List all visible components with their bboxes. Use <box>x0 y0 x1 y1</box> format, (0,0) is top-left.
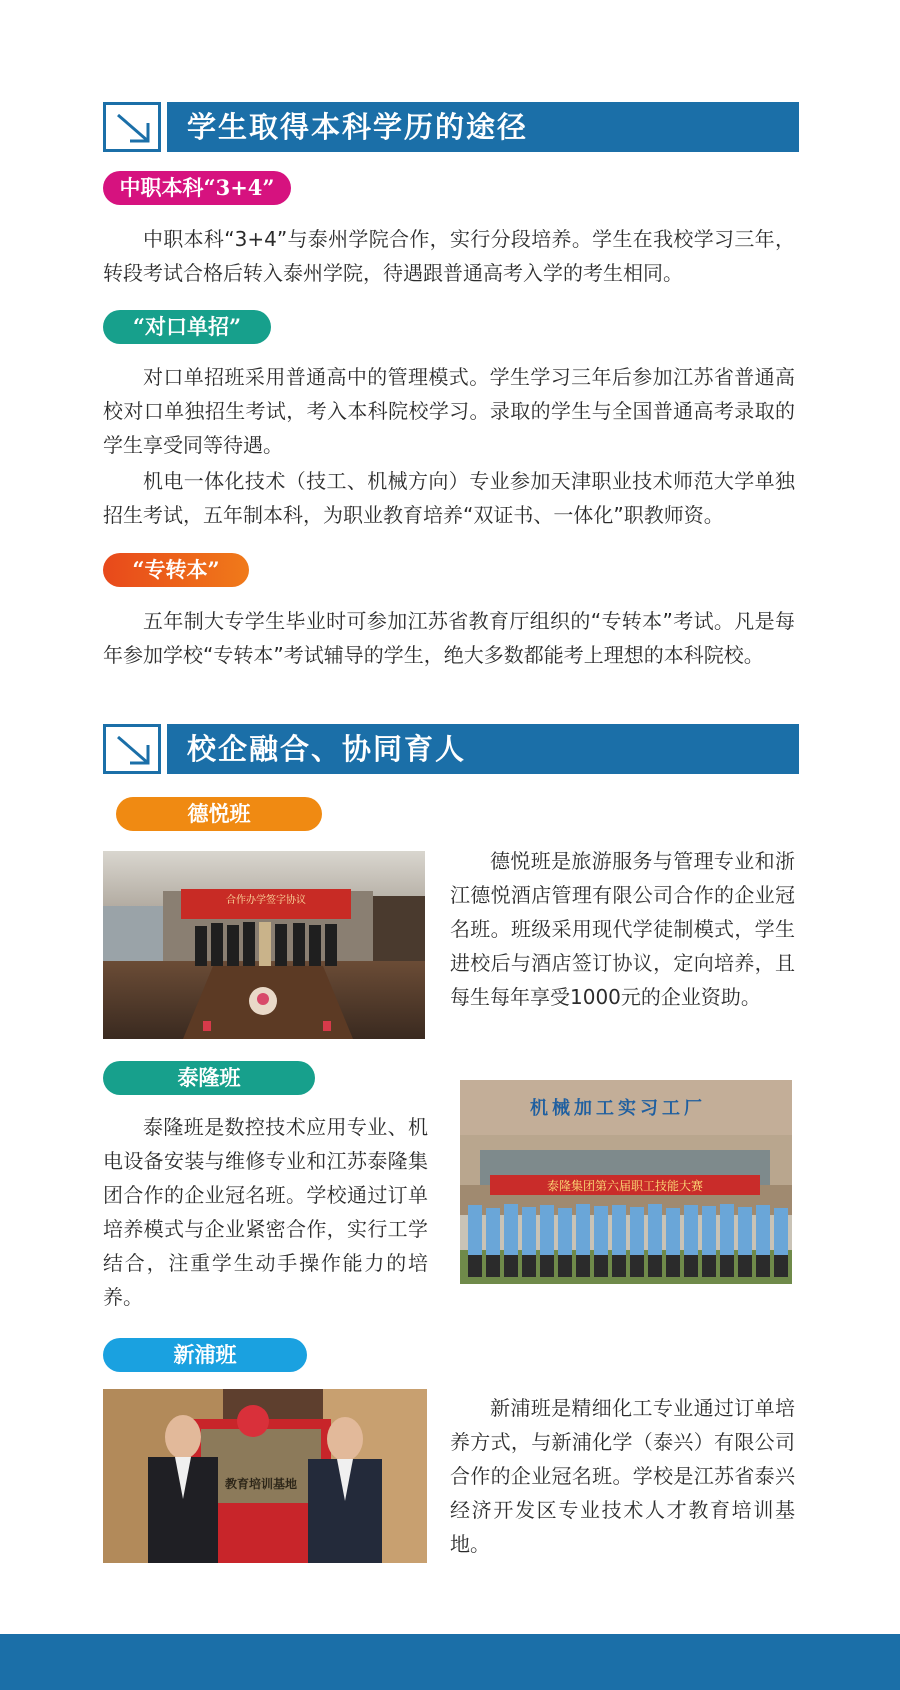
photo-building-sign: 机械加工实习工厂 <box>530 1098 706 1119</box>
tag-3plus4: 中职本科“3+4” <box>103 171 291 205</box>
paragraph-jidian: 机电一体化技术（技工、机械方向）专业参加天津职业技术师范大学单独招生考试，五年制本科，为职业教育培养“双证书、一体化”职教师资。 <box>103 469 795 527</box>
photo-tailong-group <box>460 1080 792 1284</box>
paragraph-deyue: 德悦班是旅游服务与管理专业和浙江德悦酒店管理有限公司合作的企业冠名班。班级采用现代学徒制模式，学生进校后与酒店签订协议，定向培养，且每生每年享受1000元的企业资助。 <box>450 849 795 1009</box>
section-title: 校企融合、协同育人 <box>187 732 467 766</box>
photo-deyue-signing <box>103 851 425 1039</box>
paragraph-tailong: 泰隆班是数控技术应用专业、机电设备安装与维修专业和江苏泰隆集团合作的企业冠名班。学校通过订单培养模式与企业紧密合作，实行工学结合，注重学生动手操作能力的培养。 <box>103 1115 428 1309</box>
tag-tailong-class: 泰隆班 <box>103 1061 315 1095</box>
paragraph-zhuanzhuanben: 五年制大专学生毕业时可参加江苏省教育厅组织的“专转本”考试。凡是每年参加学校“专转本”考试辅导的学生，绝大多数都能考上理想的本科院校。 <box>103 609 795 667</box>
tag-zhuanzhuanben: “专转本” <box>103 553 249 587</box>
header-divider <box>161 724 167 774</box>
tag-duikou-danzhao: “对口单招” <box>103 310 271 344</box>
photo-banner-text: 合作办学签字协议 <box>226 895 306 906</box>
tag-deyue-class: 德悦班 <box>116 797 322 831</box>
paragraph-xinpu: 新浦班是精细化工专业通过订单培养方式，与新浦化学（泰兴）有限公司合作的企业冠名班。学校是江苏省泰兴经济开发区专业技术人才教育培训基地。 <box>450 1396 795 1556</box>
header-divider <box>161 102 167 152</box>
footer-bar <box>0 1634 900 1690</box>
arrow-corner-icon <box>103 102 161 152</box>
photo-banner-text: 泰隆集团第六届职工技能大赛 <box>546 1179 703 1193</box>
section-header-degree-paths <box>103 102 799 152</box>
section-title: 学生取得本科学历的途径 <box>187 110 529 144</box>
paragraph-3plus4: 中职本科“3+4”与泰州学院合作，实行分段培养。学生在我校学习三年，转段考试合格后转入泰州学院，待遇跟普通高考入学的考生相同。 <box>103 227 795 285</box>
section-header-school-enterprise <box>103 724 799 774</box>
paragraph-duikou-danzhao: 对口单招班采用普通高中的管理模式。学生学习三年后参加江苏省普通高校对口单独招生考试，考入本科院校学习。录取的学生与全国普通高考录取的学生享受同等待遇。 <box>103 365 795 457</box>
photo-plaque-text: 教育培训基地 <box>224 1477 297 1491</box>
tag-xinpu-class: 新浦班 <box>103 1338 307 1372</box>
arrow-corner-icon <box>103 724 161 774</box>
photo-xinpu-plaque <box>103 1389 427 1563</box>
